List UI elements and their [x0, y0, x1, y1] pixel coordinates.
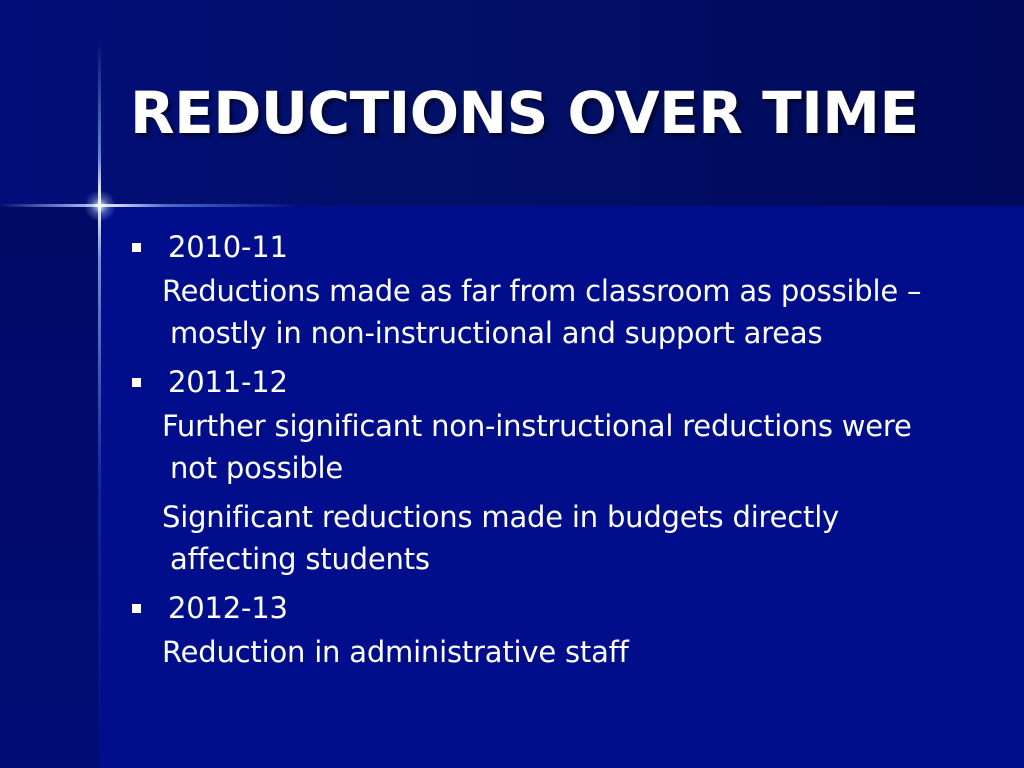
bullet-year: 2011-12: [168, 365, 288, 399]
bullet-item-2012-13: [130, 587, 980, 629]
bullet-item-2010-11: [130, 226, 980, 268]
bullet-detail: Reduction in administrative staff: [162, 635, 629, 669]
light-flare-horizontal: [0, 204, 300, 207]
bullet-item-2011-12: [130, 361, 980, 403]
bullet-detail: Significant reductions made in budgets directly affecting students: [162, 500, 840, 576]
light-flare-vertical: [98, 40, 101, 768]
bullet-list: [130, 226, 980, 680]
bullet-square-icon: [132, 243, 141, 252]
slide-title: REDUCTIONS OVER TIME: [130, 79, 919, 147]
bullet-detail: Reductions made as far from classroom as possible – mostly in non-instructional and support areas: [162, 274, 922, 350]
bullet-square-icon: [132, 378, 141, 387]
bullet-year: 2010-11: [168, 230, 288, 264]
bullet-square-icon: [132, 604, 141, 613]
bullet-detail: Further significant non-instructional reductions were not possible: [162, 409, 912, 485]
light-flare-glow: [84, 190, 116, 222]
left-band: [0, 206, 100, 768]
bullet-year: 2012-13: [168, 591, 288, 625]
